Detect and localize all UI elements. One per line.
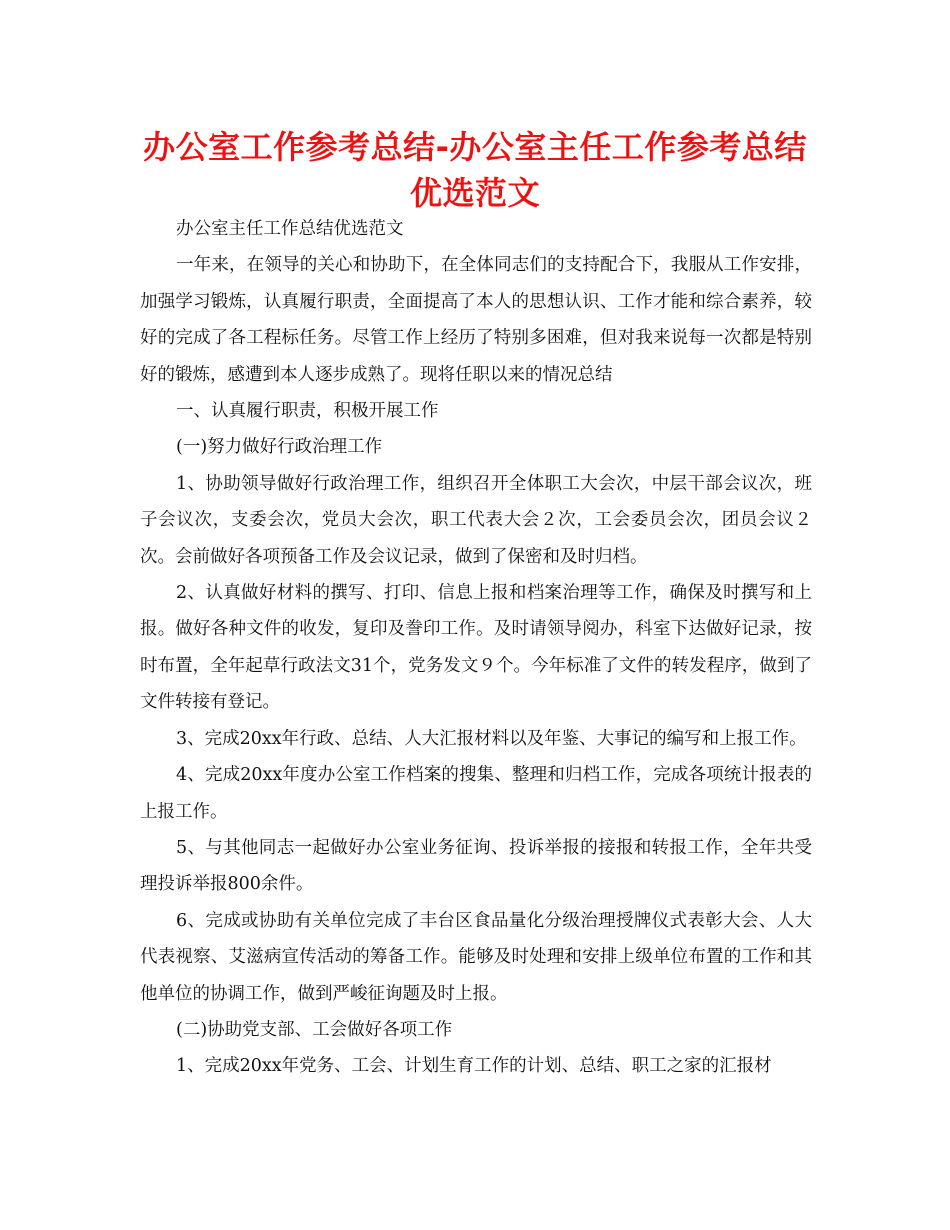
subsection-heading: (二)协助党支部、工会做好各项工作 [176,1019,453,1040]
subsection-heading: (一)努力做好行政治理工作 [176,437,383,458]
intro-paragraph: 一年来，在领导的关心和协助下，在全体同志们的支持配合下，我服从工作安排，加强学习锻炼，认真履行职责，全面提高了本人的思想认识、工作才能和综合素养，较好的完成了各工程标任务。尽管工作上经历了特别多困难，但对我来说每一次都是特别好的锻炼，感遭到本人逐步成熟了。现将任职以来的情况总结 [140,255,812,385]
document-body [140,211,812,1085]
list-item: 4、完成20xx年度办公室工作档案的搜集、整理和归档工作，完成各项统计报表的上报工作。 [140,765,812,822]
list-item: 5、与其他同志一起做好办公室业务征询、投诉举报的接报和转报工作，全年共受理投诉举报800余件。 [140,837,812,895]
list-item: 1、协助领导做好行政治理工作，组织召开全体职工大会次，中层干部会议次，班子会议次，支委会次，党员大会次，职工代表大会２次，工会委员会次，团员会议２次。会前做好各项预备工作及会议记录，做到了保密和及时归档。 [140,473,812,567]
subtitle-paragraph: 办公室主任工作总结优选范文 [176,219,404,239]
list-item: 2、认真做好材料的撰写、打印、信息上报和档案治理等工作，确保及时撰写和上报。做好各种文件的收发，复印及誊印工作。及时请领导阅办，科室下达做好记录，按时布置，全年起草行政法文31个，党务发文９个。今年标准了文件的转发程序，做到了文件转接有登记。 [140,583,812,713]
document-title: 办公室工作参考总结-办公室主任工作参考总结优选范文 [143,128,807,212]
list-item: 1、完成20xx年党务、工会、计划生育工作的计划、总结、职工之家的汇报材 [176,1056,772,1077]
list-item: 3、完成20xx年行政、总结、人大汇报材料以及年鉴、大事记的编写和上报工作。 [176,728,807,749]
list-item: 6、完成或协助有关单位完成了丰台区食品量化分级治理授牌仪式表彰大会、人大代表视察、艾滋病宣传活动的筹备工作。能够及时处理和安排上级单位布置的工作和其他单位的协调工作，做到严峻征询题及时上报。 [140,910,812,1004]
section-heading: 一、认真履行职责，积极开展工作 [176,401,439,422]
